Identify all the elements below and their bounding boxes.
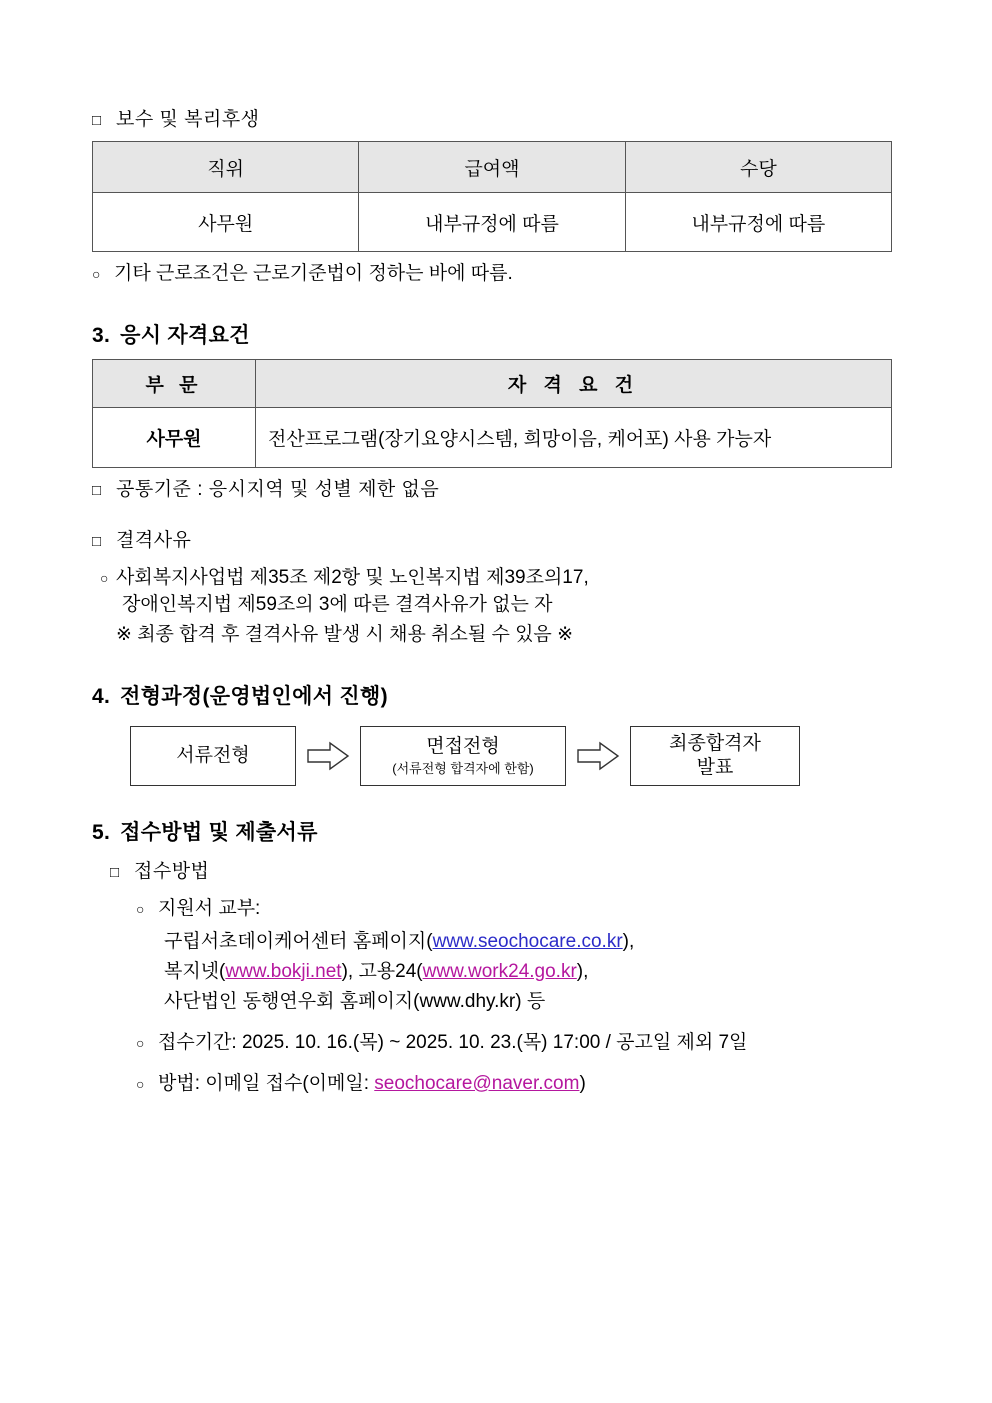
qual-table-cell-part: 사무원 [93,408,256,468]
circle-bullet-icon: ○ [136,1035,145,1051]
arrow-right-icon [566,741,630,771]
circle-bullet-icon: ○ [92,266,101,282]
circle-bullet-icon: ○ [136,901,145,917]
section5-heading [92,816,892,846]
table-header-row [93,142,892,193]
table-row [93,408,892,468]
pay-section-heading [92,104,892,131]
square-bullet-icon: □ [92,112,102,129]
application-method-heading-label: 접수방법 [134,861,210,882]
email-link[interactable]: seochocare@naver.com [374,1073,580,1094]
flow-step-1-label: 서류전형 [176,745,250,767]
work24-link[interactable]: www.work24.go.kr [422,961,577,982]
seochocare-homepage-link[interactable]: www.seochocare.co.kr [432,931,623,952]
disqualification-line-3: ※ 최종 합격 후 결격사유 발생 시 채용 취소될 수 있음 ※ [116,624,573,645]
pay-table-header-allowance: 수당 [625,142,891,193]
application-submit-item [92,1068,892,1095]
circle-bullet-icon: ○ [136,1076,145,1092]
section5-number: 5. [92,821,111,844]
section4-heading [92,680,892,710]
application-site-line-3: 사단법인 동행연우회 홈페이지(www.dhy.kr) 등 [164,991,546,1012]
pay-table-cell-salary: 내부규정에 따름 [359,193,625,252]
flow-step-interview [360,726,566,786]
application-period-label: 접수기간: 2025. 10. 16.(목) ~ 2025. 10. 23.(목) 17:00 / 공고일 제외 7일 [158,1032,748,1053]
application-site-line-1-pre: 구립서초데이케어센터 홈페이지( [164,931,433,952]
table-row [93,193,892,252]
circle-bullet-icon: ○ [100,570,109,586]
application-submit-pre: 방법: 이메일 접수(이메일: [158,1073,375,1094]
application-site-line-2-post: ), [576,961,589,982]
pay-section-note [92,258,892,285]
common-standard [92,474,892,501]
disqualification-line-1 [92,562,892,589]
application-site-line-2-mid: ), 고용24( [341,961,423,982]
qual-table-header-requirement: 자 격 요 건 [256,360,892,408]
application-form-label: 지원서 교부: [158,898,261,919]
pay-section-heading-label: 보수 및 복리후생 [116,109,260,130]
application-method-heading [92,856,892,883]
qual-table-cell-requirement: 전산프로그램(장기요양시스템, 희망이음, 케어포) 사용 가능자 [256,408,892,468]
flow-step-2-sub: (서류전형 합격자에 한함) [392,760,534,776]
bokji-net-link[interactable]: www.bokji.net [225,961,342,982]
section4-number: 4. [92,685,111,708]
disqualification-line-2: 장애인복지법 제59조의 3에 따른 결격사유가 없는 자 [122,594,553,615]
square-bullet-icon: □ [92,533,102,550]
disqualification-heading-label: 결격사유 [116,530,192,551]
disqualification-heading [92,525,892,552]
flow-step-2-label: 면접전형 [426,736,500,757]
pay-table-header-salary: 급여액 [359,142,625,193]
flow-step-3-label: 최종합격자 [669,733,761,755]
application-site-line-2 [92,956,892,983]
pay-section-note-label: 기타 근로조건은 근로기준법이 정하는 바에 따름. [114,263,513,284]
section3-number: 3. [92,324,111,347]
table-header-row [93,360,892,408]
arrow-right-icon [296,741,360,771]
application-form-item [92,893,892,920]
application-site-line-2-pre: 복지넷( [164,961,226,982]
pay-table-cell-allowance: 내부규정에 따름 [625,193,891,252]
common-standard-label: 공통기준 : 응시지역 및 성별 제한 없음 [116,479,440,500]
section3-title: 응시 자격요건 [120,324,250,347]
qual-table-header-part: 부 문 [93,360,256,408]
pay-table-header-position: 직위 [93,142,359,193]
application-site-line-1 [92,926,892,953]
process-flow-diagram [92,726,892,786]
qualification-table [92,359,892,468]
square-bullet-icon: □ [110,864,120,881]
square-bullet-icon: □ [92,482,102,499]
section5-title: 접수방법 및 제출서류 [120,821,318,844]
pay-table [92,141,892,252]
pay-table-cell-position: 사무원 [93,193,359,252]
application-submit-post: ) [579,1073,586,1094]
section4-title: 전형과정(운영법인에서 진행) [120,685,388,708]
flow-step-3-sub: 발표 [696,757,734,778]
section3-heading [92,319,892,349]
application-submit-label [158,1068,586,1095]
disqualification-line-1-label: 사회복지사업법 제35조 제2항 및 노인복지법 제39조의17, [116,567,589,588]
application-period-item [92,1027,892,1054]
application-site-line-1-post: ), [622,931,635,952]
document-content [92,104,892,1095]
flow-step-document-screening [130,726,296,786]
flow-step-final-announcement [630,726,800,786]
